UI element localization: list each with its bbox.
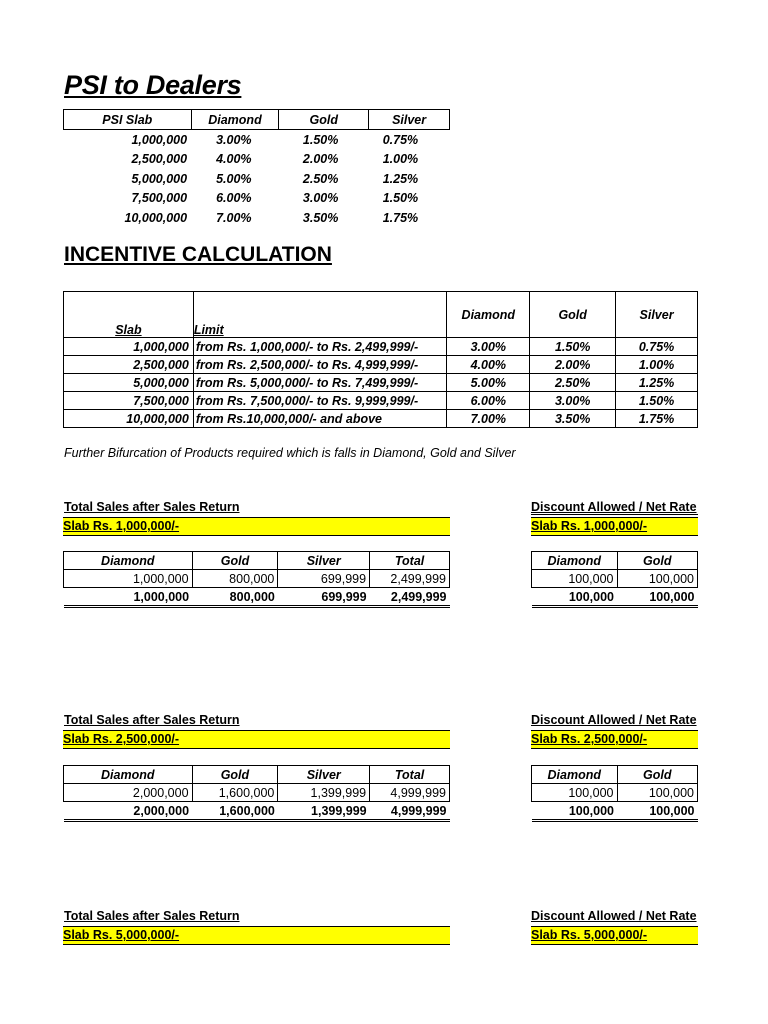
incentive-silver-cell: 0.75% bbox=[616, 338, 698, 356]
discount-table bbox=[531, 551, 698, 608]
sales-total-cell: 4,999,999 bbox=[370, 802, 450, 821]
psi-header-silver: Silver bbox=[369, 110, 450, 130]
sales-cell: 1,600,000 bbox=[192, 784, 278, 802]
incentive-limit-cell: from Rs. 1,000,000/- to Rs. 2,499,999/- bbox=[193, 338, 447, 356]
table-row bbox=[64, 338, 698, 356]
table-row bbox=[532, 784, 698, 802]
sales-total-cell: 2,000,000 bbox=[64, 802, 193, 821]
psi-silver-cell: 1.00% bbox=[382, 152, 419, 167]
incentive-limit-cell: from Rs. 5,000,000/- to Rs. 7,499,999/- bbox=[193, 374, 447, 392]
psi-diamond-cell: 6.00% bbox=[216, 191, 252, 206]
incentive-title: INCENTIVE CALCULATION bbox=[64, 243, 332, 266]
sales-header-cell: Silver bbox=[278, 552, 370, 570]
sales-label: Total Sales after Sales Return bbox=[64, 909, 240, 923]
page-title: PSI to Dealers bbox=[64, 70, 242, 100]
slab-bar: Slab Rs. 2,500,000/- bbox=[63, 730, 450, 749]
sales-total-row bbox=[64, 802, 450, 821]
incentive-slab-cell: 2,500,000 bbox=[64, 356, 194, 374]
psi-gold-cell: 2.00% bbox=[302, 152, 339, 167]
incentive-header-silver: Silver bbox=[616, 292, 698, 338]
discount-header-row bbox=[532, 766, 698, 784]
sales-table bbox=[63, 765, 450, 822]
sales-table bbox=[63, 551, 450, 608]
discount-cell: 100,000 bbox=[617, 570, 698, 588]
sales-cell: 800,000 bbox=[192, 570, 278, 588]
discount-header-cell: Diamond bbox=[532, 766, 618, 784]
slab-bar: Slab Rs. 1,000,000/- bbox=[63, 517, 450, 536]
psi-slab-cell: 1,000,000 bbox=[131, 132, 188, 147]
psi-slab-cell: 2,500,000 bbox=[131, 152, 188, 167]
sales-cell: 1,399,999 bbox=[278, 784, 370, 802]
incentive-silver-cell: 1.75% bbox=[616, 410, 698, 428]
incentive-limit-cell: from Rs. 7,500,000/- to Rs. 9,999,999/- bbox=[193, 392, 447, 410]
incentive-limit-cell: from Rs. 2,500,000/- to Rs. 4,999,999/- bbox=[193, 356, 447, 374]
psi-gold-cell: 2.50% bbox=[302, 171, 339, 186]
incentive-diamond-cell: 7.00% bbox=[447, 410, 530, 428]
sales-header-row bbox=[64, 552, 450, 570]
sales-cell: 4,999,999 bbox=[370, 784, 450, 802]
table-row bbox=[64, 570, 450, 588]
incentive-header-gold: Gold bbox=[530, 292, 616, 338]
slab-bar: Slab Rs. 5,000,000/- bbox=[63, 926, 450, 945]
psi-slab-cell: 10,000,000 bbox=[124, 210, 188, 225]
psi-gold-cell: 1.50% bbox=[302, 132, 339, 147]
table-row bbox=[64, 356, 698, 374]
table-row bbox=[64, 169, 450, 189]
discount-total-cell: 100,000 bbox=[617, 802, 698, 821]
psi-table bbox=[63, 109, 450, 228]
discount-cell: 100,000 bbox=[532, 784, 618, 802]
table-row bbox=[64, 784, 450, 802]
incentive-silver-cell: 1.25% bbox=[616, 374, 698, 392]
sales-header-cell: Gold bbox=[192, 552, 278, 570]
incentive-diamond-cell: 3.00% bbox=[447, 338, 530, 356]
sales-total-cell: 699,999 bbox=[278, 588, 370, 607]
sales-label: Total Sales after Sales Return bbox=[64, 500, 240, 514]
table-row bbox=[64, 150, 450, 170]
discount-label: Discount Allowed / Net Rate bbox=[531, 500, 697, 514]
incentive-table bbox=[63, 291, 698, 428]
incentive-header-diamond: Diamond bbox=[447, 292, 530, 338]
slab-bar: Slab Rs. 5,000,000/- bbox=[531, 926, 698, 945]
sales-header-cell: Diamond bbox=[64, 552, 193, 570]
incentive-header-row bbox=[64, 292, 698, 338]
discount-header-row bbox=[532, 552, 698, 570]
psi-diamond-cell: 7.00% bbox=[216, 210, 252, 225]
psi-slab-cell: 5,000,000 bbox=[131, 171, 188, 186]
discount-total-cell: 100,000 bbox=[532, 588, 618, 607]
sales-header-cell: Gold bbox=[192, 766, 278, 784]
psi-silver-cell: 1.25% bbox=[382, 171, 419, 186]
psi-diamond-cell: 4.00% bbox=[216, 152, 252, 167]
sales-header-row bbox=[64, 766, 450, 784]
sales-total-cell: 1,399,999 bbox=[278, 802, 370, 821]
discount-total-row bbox=[532, 588, 698, 607]
sales-header-cell: Diamond bbox=[64, 766, 193, 784]
psi-silver-cell: 1.50% bbox=[382, 191, 419, 206]
discount-label: Discount Allowed / Net Rate bbox=[531, 713, 697, 727]
discount-header-cell: Gold bbox=[617, 766, 698, 784]
incentive-slab-cell: 7,500,000 bbox=[64, 392, 194, 410]
incentive-gold-cell: 1.50% bbox=[530, 338, 616, 356]
table-row bbox=[64, 410, 698, 428]
psi-gold-cell: 3.50% bbox=[302, 210, 339, 225]
table-row bbox=[64, 392, 698, 410]
incentive-diamond-cell: 5.00% bbox=[447, 374, 530, 392]
incentive-diamond-cell: 4.00% bbox=[447, 356, 530, 374]
discount-header-cell: Diamond bbox=[532, 552, 618, 570]
psi-header-diamond: Diamond bbox=[191, 110, 279, 130]
table-row bbox=[532, 570, 698, 588]
sales-total-cell: 2,499,999 bbox=[370, 588, 450, 607]
incentive-slab-cell: 10,000,000 bbox=[64, 410, 194, 428]
sales-header-cell: Total bbox=[370, 552, 450, 570]
sales-cell: 2,000,000 bbox=[64, 784, 193, 802]
slab-bar: Slab Rs. 1,000,000/- bbox=[531, 517, 698, 536]
psi-diamond-cell: 5.00% bbox=[216, 171, 252, 186]
sales-total-cell: 1,000,000 bbox=[64, 588, 193, 607]
discount-cell: 100,000 bbox=[617, 784, 698, 802]
psi-gold-cell: 3.00% bbox=[302, 191, 339, 206]
psi-header-gold: Gold bbox=[279, 110, 369, 130]
bifurcation-note: Further Bifurcation of Products required which is falls in Diamond, Gold and Silver bbox=[64, 446, 516, 460]
incentive-header-slab: Slab bbox=[64, 292, 194, 338]
sales-cell: 699,999 bbox=[278, 570, 370, 588]
discount-cell: 100,000 bbox=[532, 570, 618, 588]
incentive-gold-cell: 2.00% bbox=[530, 356, 616, 374]
discount-total-cell: 100,000 bbox=[617, 588, 698, 607]
incentive-slab-cell: 1,000,000 bbox=[64, 338, 194, 356]
incentive-silver-cell: 1.00% bbox=[616, 356, 698, 374]
incentive-diamond-cell: 6.00% bbox=[447, 392, 530, 410]
incentive-gold-cell: 3.00% bbox=[530, 392, 616, 410]
sales-total-row bbox=[64, 588, 450, 607]
sales-cell: 2,499,999 bbox=[370, 570, 450, 588]
discount-header-cell: Gold bbox=[617, 552, 698, 570]
psi-header-slab: PSI Slab bbox=[64, 110, 192, 130]
incentive-gold-cell: 2.50% bbox=[530, 374, 616, 392]
psi-silver-cell: 1.75% bbox=[382, 210, 419, 225]
discount-label: Discount Allowed / Net Rate bbox=[531, 909, 697, 923]
psi-diamond-cell: 3.00% bbox=[216, 132, 252, 147]
incentive-slab-cell: 5,000,000 bbox=[64, 374, 194, 392]
slab-bar: Slab Rs. 2,500,000/- bbox=[531, 730, 698, 749]
table-row bbox=[64, 374, 698, 392]
sales-cell: 1,000,000 bbox=[64, 570, 193, 588]
incentive-header-limit: Limit bbox=[193, 292, 447, 338]
table-row bbox=[64, 130, 450, 150]
sales-header-cell: Total bbox=[370, 766, 450, 784]
table-row bbox=[64, 208, 450, 228]
sales-total-cell: 1,600,000 bbox=[192, 802, 278, 821]
psi-silver-cell: 0.75% bbox=[382, 132, 419, 147]
psi-header-row bbox=[64, 110, 450, 130]
discount-total-cell: 100,000 bbox=[532, 802, 618, 821]
table-row bbox=[64, 189, 450, 209]
incentive-gold-cell: 3.50% bbox=[530, 410, 616, 428]
psi-slab-cell: 7,500,000 bbox=[131, 191, 188, 206]
incentive-limit-cell: from Rs.10,000,000/- and above bbox=[193, 410, 447, 428]
discount-total-row bbox=[532, 802, 698, 821]
sales-label: Total Sales after Sales Return bbox=[64, 713, 240, 727]
sales-total-cell: 800,000 bbox=[192, 588, 278, 607]
discount-table bbox=[531, 765, 698, 822]
incentive-silver-cell: 1.50% bbox=[616, 392, 698, 410]
sales-header-cell: Silver bbox=[278, 766, 370, 784]
